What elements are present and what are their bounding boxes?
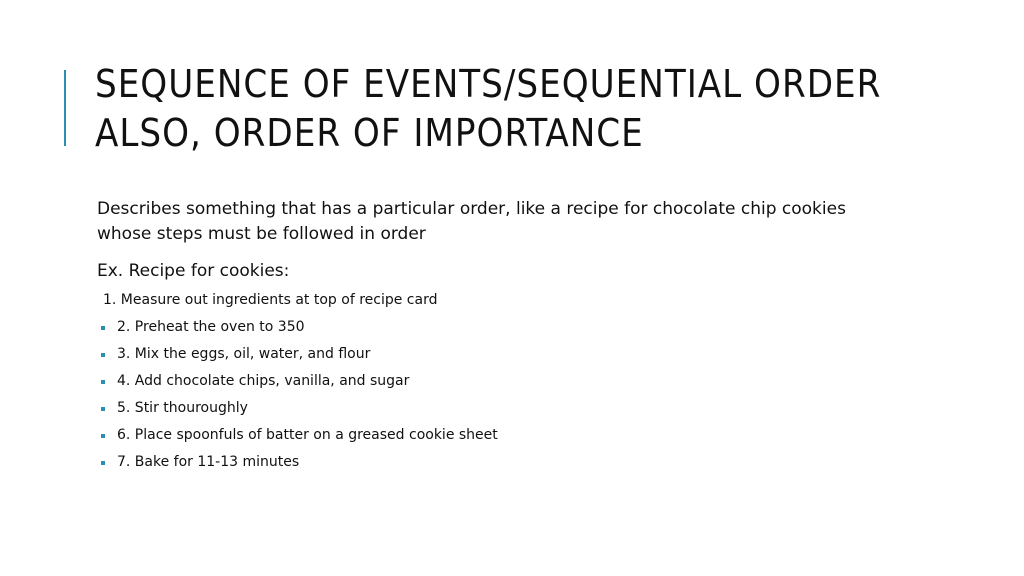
description-text: Describes something that has a particular order, like a recipe for chocolate chip cookies whose steps must be followed in order xyxy=(97,199,846,244)
slide-title-line-1: SEQUENCE OF EVENTS/SEQUENTIAL ORDER xyxy=(95,62,882,106)
step-text: 4. Add chocolate chips, vanilla, and sugar xyxy=(117,373,410,389)
title-accent-bar xyxy=(64,70,66,146)
square-bullet-icon xyxy=(101,380,105,384)
square-bullet-icon xyxy=(101,407,105,411)
slide-title-line-2: ALSO, ORDER OF IMPORTANCE xyxy=(95,111,644,155)
list-item xyxy=(97,395,897,422)
list-item xyxy=(97,287,897,314)
list-item xyxy=(97,314,897,341)
list-item xyxy=(97,449,897,476)
square-bullet-icon xyxy=(101,434,105,438)
slide-body xyxy=(97,197,897,476)
square-bullet-icon xyxy=(101,326,105,330)
recipe-steps-list xyxy=(97,287,897,476)
step-text: 3. Mix the eggs, oil, water, and flour xyxy=(117,346,371,362)
step-text: 1. Measure out ingredients at top of recipe card xyxy=(103,292,438,308)
step-text: 2. Preheat the oven to 350 xyxy=(117,319,305,335)
list-item xyxy=(97,341,897,368)
square-bullet-icon xyxy=(101,353,105,357)
step-text: 6. Place spoonfuls of batter on a greased cookie sheet xyxy=(117,427,498,443)
list-item xyxy=(97,422,897,449)
example-heading: Ex. Recipe for cookies: xyxy=(97,261,290,281)
list-item xyxy=(97,368,897,395)
step-text: 7. Bake for 11-13 minutes xyxy=(117,454,300,470)
slide-title xyxy=(95,60,975,158)
step-text: 5. Stir thouroughly xyxy=(117,400,248,416)
square-bullet-icon xyxy=(101,461,105,465)
